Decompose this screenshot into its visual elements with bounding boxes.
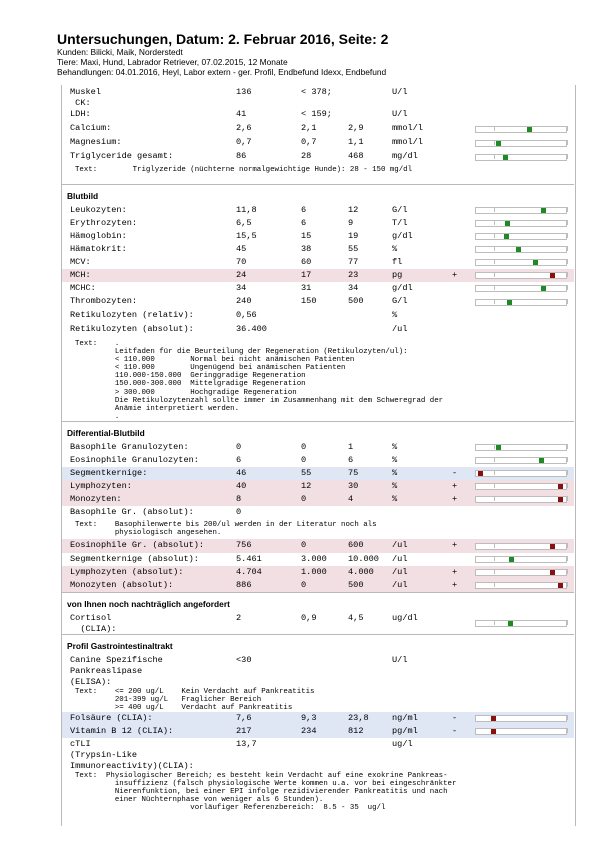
- comment-label: Text:: [75, 166, 98, 174]
- lab-name: Canine Spezifische Pankreaslipase (ELISA):: [70, 655, 163, 687]
- comment-label: Text:: [75, 340, 98, 348]
- ref-min: 17: [301, 270, 312, 280]
- reference-range-zone: [494, 207, 568, 212]
- reference-range-zone: [494, 728, 568, 733]
- lab-unit: /ul: [392, 580, 408, 590]
- lab-value: 136: [236, 87, 252, 97]
- lab-name: Monozyten:: [70, 494, 122, 504]
- comment-block: [62, 770, 574, 818]
- ref-min: 6: [301, 218, 307, 228]
- comment-text: Basophilenwerte bis 200/ul werden in der Literatur noch als physiologisch angesehen.: [114, 521, 377, 538]
- ref-max: 19: [348, 231, 359, 241]
- lab-value: 34: [236, 283, 247, 293]
- lab-name: Folsäure (CLIA):: [70, 713, 153, 723]
- reference-range-bar: [475, 207, 567, 214]
- lab-name: MCHC:: [70, 283, 96, 293]
- ref-min: 6: [301, 205, 307, 215]
- lab-unit: ug/l: [392, 739, 413, 749]
- value-marker: [558, 583, 563, 588]
- lab-unit: %: [392, 310, 398, 320]
- lab-result-row: [62, 243, 574, 256]
- reference-range-bar: [475, 569, 567, 576]
- reference-range-zone: [494, 715, 568, 720]
- reference-range-zone: [494, 556, 568, 561]
- lab-unit: U/l: [392, 109, 408, 119]
- ref-min: 0,9: [301, 613, 317, 623]
- lab-name: Erythrozyten:: [70, 218, 138, 228]
- lab-value: 240: [236, 296, 252, 306]
- lab-unit: %: [392, 468, 398, 478]
- ref-min: < 378;: [301, 87, 332, 97]
- ref-max: 34: [348, 283, 359, 293]
- lab-unit: %: [392, 494, 398, 504]
- lab-result-row: [62, 86, 574, 108]
- lab-name: Cortisol (CLIA):: [70, 613, 117, 634]
- lab-name: MCV:: [70, 257, 91, 267]
- lab-unit: g/dl: [392, 231, 413, 241]
- ref-min: 60: [301, 257, 312, 267]
- reference-range-bar: [475, 246, 567, 253]
- reference-range-zone: [494, 299, 568, 304]
- section-heading: [62, 634, 574, 654]
- ref-min: 234: [301, 726, 317, 736]
- comment-label: Text:: [75, 688, 98, 696]
- value-marker: [550, 570, 555, 575]
- animal-line: Tiere: Maxi, Hund, Labrador Retriever, 07.02.2015, 12 Monate: [57, 57, 288, 67]
- ref-min: 38: [301, 244, 312, 254]
- lab-name: Leukozyten:: [70, 205, 127, 215]
- lab-unit: %: [392, 481, 398, 491]
- lab-name: Basophile Granulozyten:: [70, 442, 189, 452]
- lab-value: 2: [236, 613, 242, 623]
- lab-value: 6: [236, 455, 242, 465]
- value-marker: [504, 234, 509, 239]
- reference-range-bar: [475, 285, 567, 292]
- lab-name: Segmentkernige:: [70, 468, 148, 478]
- value-marker: [496, 445, 501, 450]
- ref-min: 15: [301, 231, 312, 241]
- reference-range-zone: [494, 470, 568, 475]
- ref-max: 2,9: [348, 123, 364, 133]
- lab-result-row: [62, 309, 574, 323]
- lab-unit: G/l: [392, 205, 408, 215]
- lab-name: Basophile Gr. (absolut):: [70, 507, 194, 517]
- page-title: Untersuchungen, Datum: 2. Februar 2016, Seite: 2: [57, 31, 389, 47]
- lab-value: 5.461: [236, 554, 262, 564]
- lab-unit: ng/ml: [392, 713, 418, 723]
- reference-range-bar: [475, 259, 567, 266]
- abnormal-flag: -: [452, 713, 458, 723]
- lab-unit: g/dl: [392, 283, 413, 293]
- lab-result-row: [62, 122, 574, 136]
- lab-unit: T/l: [392, 218, 408, 228]
- value-marker: [491, 716, 496, 721]
- lab-name: Vitamin B 12 (CLIA):: [70, 726, 174, 736]
- lab-value: 886: [236, 580, 252, 590]
- lab-result-row: [62, 136, 574, 150]
- value-marker: [558, 484, 563, 489]
- lab-unit: U/l: [392, 655, 408, 665]
- ref-max: 30: [348, 481, 359, 491]
- value-marker: [541, 286, 546, 291]
- lab-unit: pg: [392, 270, 403, 280]
- lab-value: 4.704: [236, 567, 262, 577]
- abnormal-flag: +: [452, 567, 458, 577]
- reference-range-bar: [475, 728, 567, 735]
- customer-line: Kunden: Bilicki, Maik, Norderstedt: [57, 47, 183, 57]
- lab-value: 756: [236, 540, 252, 550]
- reference-range-bar: [475, 543, 567, 550]
- ref-max: 23,8: [348, 713, 369, 723]
- lab-result-row: [62, 204, 574, 217]
- lab-unit: /ul: [392, 324, 408, 334]
- lab-result-row: [62, 230, 574, 243]
- section-title: von Ihnen noch nachträglich angefordert: [67, 599, 230, 609]
- lab-value: 46: [236, 468, 247, 478]
- lab-name: Hämoglobin:: [70, 231, 127, 241]
- lab-value: 0: [236, 507, 242, 517]
- lab-value: 24: [236, 270, 247, 280]
- value-marker: [505, 221, 510, 226]
- value-marker: [478, 471, 483, 476]
- ref-max: 500: [348, 580, 364, 590]
- lab-result-row: [62, 269, 574, 282]
- comment-text: Physiologischer Bereich; es besteht kein Verdacht auf eine exokrine Pankreas- insuffizienz (falsch physiologische Werte kommen u.a. vor bei eingeschränkter Nierenfunktion, bei einer EPI infolge rezidivierender Pankreatitis und nach einer Nüchternphase von weniger als 6 Stunden). vorläufiger Referenzbereich: 8.5 - 35 ug/l: [106, 772, 457, 813]
- lab-value: 11,8: [236, 205, 257, 215]
- lab-result-row: [62, 295, 574, 309]
- ref-max: 600: [348, 540, 364, 550]
- reference-range-bar: [475, 556, 567, 563]
- reference-range-bar: [475, 299, 567, 306]
- lab-result-row: [62, 256, 574, 269]
- lab-name: Muskel CK:: [70, 87, 101, 108]
- ref-max: 1: [348, 442, 354, 452]
- ref-max: 75: [348, 468, 359, 478]
- abnormal-flag: +: [452, 481, 458, 491]
- lab-result-row: [62, 467, 574, 480]
- lab-result-row: [62, 654, 574, 686]
- section-heading: [62, 421, 574, 441]
- ref-min: 0: [301, 494, 307, 504]
- lab-name: Lymphozyten (absolut):: [70, 567, 184, 577]
- lab-name: Calcium:: [70, 123, 112, 133]
- ref-max: 23: [348, 270, 359, 280]
- ref-min: 0: [301, 442, 307, 452]
- reference-range-bar: [475, 444, 567, 451]
- lab-value: 70: [236, 257, 247, 267]
- lab-value: 217: [236, 726, 252, 736]
- reference-range-zone: [494, 140, 568, 145]
- lab-result-row: [62, 506, 574, 519]
- lab-value: 6,5: [236, 218, 252, 228]
- lab-unit: fl: [392, 257, 403, 267]
- lab-name: Lymphozyten:: [70, 481, 132, 491]
- lab-value: <30: [236, 655, 252, 665]
- ref-max: 4: [348, 494, 354, 504]
- comment-block: [62, 164, 574, 184]
- reference-range-zone: [494, 285, 568, 290]
- lab-name: Hämatokrit:: [70, 244, 127, 254]
- lab-unit: U/l: [392, 87, 408, 97]
- ref-min: 1.000: [301, 567, 327, 577]
- ref-min: 28: [301, 151, 312, 161]
- reference-range-zone: [494, 543, 568, 548]
- lab-value: 0,56: [236, 310, 257, 320]
- value-marker: [491, 729, 496, 734]
- lab-value: 7,6: [236, 713, 252, 723]
- value-marker: [508, 621, 513, 626]
- lab-result-row: [62, 738, 574, 770]
- lab-result-row: [62, 108, 574, 122]
- ref-max: 12: [348, 205, 359, 215]
- lab-result-row: [62, 150, 574, 164]
- lab-unit: mmol/l: [392, 123, 423, 133]
- results-table: [62, 86, 574, 818]
- lab-value: 15,5: [236, 231, 257, 241]
- abnormal-flag: -: [452, 726, 458, 736]
- lab-result-row: [62, 539, 574, 553]
- reference-range-bar: [475, 582, 567, 589]
- section-title: Differential-Blutbild: [67, 428, 145, 438]
- lab-result-row: [62, 579, 574, 592]
- reference-range-zone: [494, 620, 568, 625]
- value-marker: [533, 260, 538, 265]
- value-marker: [507, 300, 512, 305]
- ref-max: 4.000: [348, 567, 374, 577]
- lab-value: 41: [236, 109, 247, 119]
- lab-result-row: [62, 480, 574, 493]
- ref-max: 77: [348, 257, 359, 267]
- reference-range-bar: [475, 457, 567, 464]
- ref-min: 0,7: [301, 137, 317, 147]
- comment-text: Triglyzeride (nüchterne normalgewichtige Hunde): 28 - 150 mg/dl: [106, 166, 413, 174]
- comment-label: Text:: [75, 521, 98, 529]
- reference-range-bar: [475, 715, 567, 722]
- section-heading: [62, 592, 574, 612]
- value-marker: [539, 458, 544, 463]
- reference-range-bar: [475, 272, 567, 279]
- reference-range-bar: [475, 140, 567, 147]
- lab-unit: ug/dl: [392, 613, 418, 623]
- lab-name: cTLI (Trypsin-Like Immunoreactivity)(CLIA):: [70, 739, 194, 771]
- value-marker: [558, 497, 563, 502]
- abnormal-flag: +: [452, 540, 458, 550]
- lab-value: 45: [236, 244, 247, 254]
- lab-unit: /ul: [392, 567, 408, 577]
- comment-block: [62, 338, 574, 421]
- reference-range-zone: [494, 496, 568, 501]
- lab-name: Segmentkernige (absolut):: [70, 554, 199, 564]
- ref-min: 3.000: [301, 554, 327, 564]
- lab-unit: mg/dl: [392, 151, 418, 161]
- lab-name: Retikulozyten (relativ):: [70, 310, 194, 320]
- reference-range-zone: [494, 582, 568, 587]
- lab-value: 40: [236, 481, 247, 491]
- lab-result-row: [62, 712, 574, 725]
- value-marker: [527, 127, 532, 132]
- value-marker: [541, 208, 546, 213]
- lab-unit: mmol/l: [392, 137, 423, 147]
- lab-unit: %: [392, 442, 398, 452]
- ref-max: 500: [348, 296, 364, 306]
- comment-text: <= 200 ug/L Kein Verdacht auf Pankreatitis 201-399 ug/L Fraglicher Bereich >= 400 ug/L Verdacht auf Pankreatitis: [114, 688, 315, 713]
- reference-range-zone: [494, 246, 568, 251]
- lab-result-row: [62, 454, 574, 467]
- lab-name: Triglyceride gesamt:: [70, 151, 174, 161]
- comment-block: [62, 519, 574, 539]
- lab-unit: /ul: [392, 554, 408, 564]
- lab-unit: %: [392, 244, 398, 254]
- ref-min: < 159;: [301, 109, 332, 119]
- ref-max: 6: [348, 455, 354, 465]
- comment-block: [62, 686, 574, 712]
- reference-range-bar: [475, 483, 567, 490]
- ref-min: 150: [301, 296, 317, 306]
- reference-range-bar: [475, 154, 567, 161]
- reference-range-bar: [475, 220, 567, 227]
- reference-range-zone: [494, 457, 568, 462]
- lab-result-row: [62, 612, 574, 634]
- lab-result-row: [62, 282, 574, 295]
- lab-name: Thrombozyten:: [70, 296, 138, 306]
- ref-min: 31: [301, 283, 312, 293]
- reference-range-bar: [475, 470, 567, 477]
- lab-result-row: [62, 566, 574, 579]
- lab-result-row: [62, 725, 574, 738]
- abnormal-flag: -: [452, 468, 458, 478]
- lab-unit: %: [392, 455, 398, 465]
- ref-min: 0: [301, 580, 307, 590]
- ref-min: 2,1: [301, 123, 317, 133]
- reference-range-bar: [475, 233, 567, 240]
- lab-value: 8: [236, 494, 242, 504]
- value-marker: [496, 141, 501, 146]
- lab-name: Eosinophile Gr. (absolut):: [70, 540, 205, 550]
- value-marker: [550, 544, 555, 549]
- report-header: [57, 31, 577, 77]
- reference-range-zone: [494, 444, 568, 449]
- comment-text: . Leitfaden für die Beurteilung der Regeneration (Retikulozyten/ul): < 110.000 Normal bei nicht anämischen Patienten < 110.000 Ungenügend bei anämischen Patienten 110.000-150.000 Geringgradige Regeneration 150.000-300.000 Mittelgradige Regeneration > 300.000 Hochgradige Regeneration Die Retikulozytenzahl sollte immer im Zusammenhang mit dem Schweregrad der Anämie interpretiert werden. .: [114, 340, 444, 421]
- lab-name: Magnesium:: [70, 137, 122, 147]
- value-marker: [503, 155, 508, 160]
- lab-value: 86: [236, 151, 247, 161]
- lab-name: MCH:: [70, 270, 91, 280]
- ref-max: 10.000: [348, 554, 379, 564]
- lab-name: Retikulozyten (absolut):: [70, 324, 194, 334]
- value-marker: [550, 273, 555, 278]
- lab-result-row: [62, 553, 574, 566]
- ref-max: 4,5: [348, 613, 364, 623]
- lab-name: Monozyten (absolut):: [70, 580, 174, 590]
- reference-range-zone: [494, 569, 568, 574]
- reference-range-bar: [475, 620, 567, 627]
- lab-value: 2,6: [236, 123, 252, 133]
- lab-value: 0,7: [236, 137, 252, 147]
- lab-result-row: [62, 217, 574, 230]
- lab-result-row: [62, 323, 574, 338]
- section-title: Blutbild: [67, 191, 99, 201]
- lab-unit: pg/ml: [392, 726, 418, 736]
- ref-min: 12: [301, 481, 312, 491]
- lab-value: 36.400: [236, 324, 267, 334]
- reference-range-zone: [494, 259, 568, 264]
- ref-max: 468: [348, 151, 364, 161]
- lab-name: Eosinophile Granulozyten:: [70, 455, 199, 465]
- ref-max: 1,1: [348, 137, 364, 147]
- abnormal-flag: +: [452, 494, 458, 504]
- reference-range-zone: [494, 272, 568, 277]
- lab-result-row: [62, 441, 574, 454]
- ref-min: 0: [301, 455, 307, 465]
- section-heading: [62, 184, 574, 204]
- ref-min: 0: [301, 540, 307, 550]
- ref-min: 9,3: [301, 713, 317, 723]
- treatment-line: Behandlungen: 04.01.2016, Heyl, Labor extern - ger. Profil, Endbefund Idexx, Endbefund: [57, 67, 387, 77]
- section-title: Profil Gastrointestinaltrakt: [67, 641, 173, 651]
- ref-max: 812: [348, 726, 364, 736]
- abnormal-flag: +: [452, 270, 458, 280]
- lab-result-row: [62, 493, 574, 506]
- reference-range-zone: [494, 483, 568, 488]
- reference-range-bar: [475, 126, 567, 133]
- comment-label: Text:: [75, 772, 98, 780]
- ref-min: 55: [301, 468, 312, 478]
- value-marker: [516, 247, 521, 252]
- lab-unit: /ul: [392, 540, 408, 550]
- ref-max: 55: [348, 244, 359, 254]
- lab-value: 13,7: [236, 739, 257, 749]
- ref-max: 9: [348, 218, 354, 228]
- abnormal-flag: +: [452, 580, 458, 590]
- reference-range-bar: [475, 496, 567, 503]
- lab-unit: G/l: [392, 296, 408, 306]
- value-marker: [509, 557, 514, 562]
- lab-name: LDH:: [70, 109, 91, 119]
- lab-value: 0: [236, 442, 242, 452]
